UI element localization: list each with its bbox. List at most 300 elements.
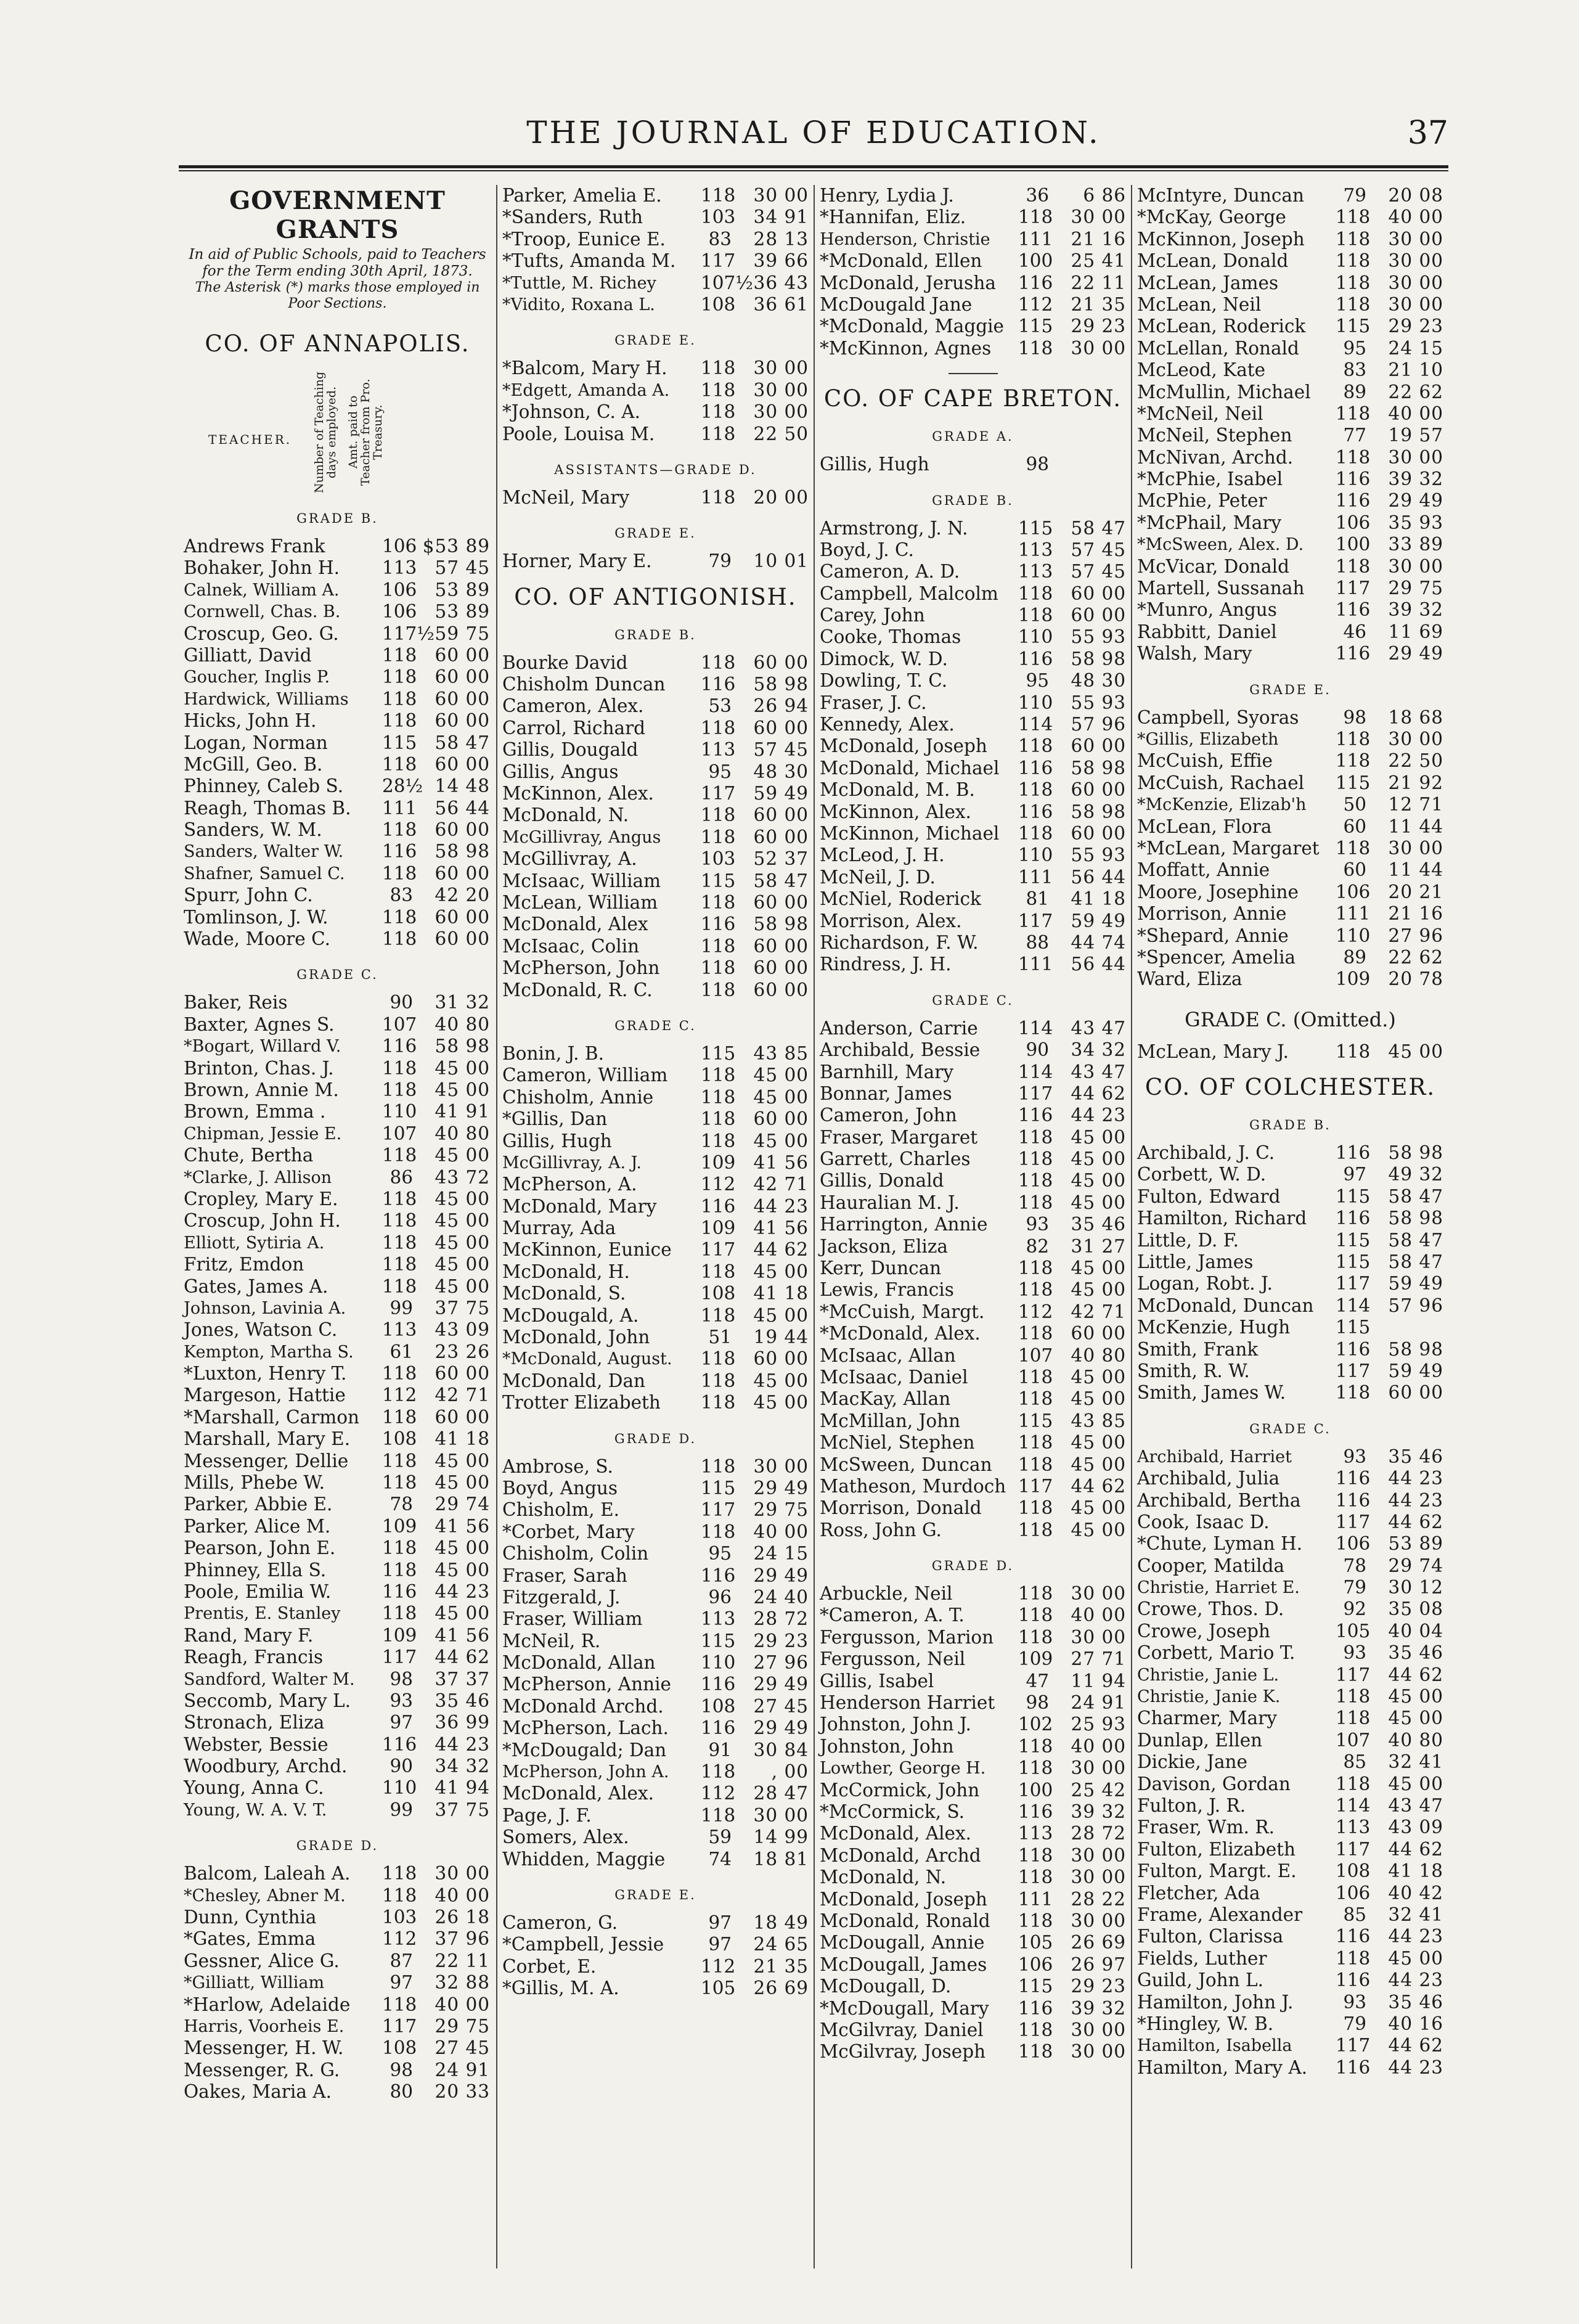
teacher-row bbox=[820, 1432, 1126, 1454]
days-employed: 117 bbox=[1336, 1273, 1371, 1295]
days-employed: 90 bbox=[390, 1756, 413, 1777]
amount-paid: 20 08 bbox=[1388, 185, 1443, 206]
teacher-row bbox=[502, 1543, 809, 1565]
teacher-name: McDonald, Joseph bbox=[820, 735, 987, 757]
teacher-row bbox=[820, 561, 1126, 583]
days-employed: 118 bbox=[701, 358, 736, 379]
days-employed: 115 bbox=[1336, 316, 1371, 337]
amount-paid: 60 00 bbox=[435, 1406, 490, 1428]
amount-paid: 45 00 bbox=[435, 1210, 490, 1232]
days-employed: 106 bbox=[382, 536, 417, 557]
teacher-name: *McNeil, Neil bbox=[1137, 403, 1263, 424]
days-employed: 106 bbox=[1336, 1533, 1371, 1555]
amount-paid: 30 00 bbox=[1388, 272, 1443, 293]
teacher-name: McIsaac, Allan bbox=[820, 1344, 956, 1366]
days-employed: 118 bbox=[1336, 555, 1371, 577]
teacher-row bbox=[820, 1671, 1126, 1692]
teacher-name: Fitzgerald, J. bbox=[502, 1586, 621, 1608]
teacher-name: Seccomb, Mary L. bbox=[184, 1690, 351, 1711]
amount-paid: 26 94 bbox=[753, 695, 809, 717]
amount-paid: 58 47 bbox=[753, 870, 809, 891]
teacher-name: Archibald, Bertha bbox=[1137, 1489, 1301, 1511]
amount-paid: 28 72 bbox=[1071, 1823, 1126, 1844]
teacher-row bbox=[820, 1083, 1126, 1105]
teacher-row bbox=[1137, 2035, 1443, 2056]
amount-paid: 42 71 bbox=[753, 1174, 809, 1195]
teacher-name: Hicks, John H. bbox=[184, 710, 317, 732]
teacher-row bbox=[184, 1603, 491, 1624]
days-employed: 116 bbox=[1336, 1970, 1371, 1991]
days-employed: 118 bbox=[382, 1537, 417, 1559]
teacher-row bbox=[184, 1799, 491, 1821]
teacher-row bbox=[1137, 794, 1443, 816]
teacher-row bbox=[1137, 1186, 1443, 1208]
amount-paid: 40 00 bbox=[435, 1884, 490, 1906]
amount-paid: 40 16 bbox=[1388, 2013, 1443, 2034]
teacher-row bbox=[820, 1932, 1126, 1954]
teacher-name: Armstrong, J. N. bbox=[820, 517, 968, 539]
amount-paid: 19 44 bbox=[753, 1327, 809, 1348]
days-employed: 118 bbox=[1336, 250, 1371, 272]
teacher-row bbox=[184, 1581, 491, 1603]
amount-paid: 11 44 bbox=[1388, 859, 1443, 881]
amount-paid: 45 00 bbox=[435, 1254, 490, 1275]
teacher-row bbox=[502, 674, 809, 695]
teacher-name: Webster, Bessie bbox=[184, 1733, 328, 1755]
teacher-row bbox=[502, 207, 809, 228]
teacher-name: Gillis, Angus bbox=[502, 761, 619, 782]
teacher-row bbox=[184, 1647, 491, 1668]
teacher-row bbox=[1137, 578, 1443, 599]
teacher-row bbox=[1137, 1041, 1443, 1063]
teacher-name: Pearson, John E. bbox=[184, 1537, 336, 1559]
days-employed: 118 bbox=[382, 1450, 417, 1471]
amount-paid: 30 00 bbox=[1071, 1583, 1126, 1605]
days-employed: 98 bbox=[390, 1668, 413, 1690]
grade-heading: GRADE D. bbox=[614, 1431, 697, 1446]
teacher-row bbox=[184, 1777, 491, 1799]
teacher-row bbox=[1137, 1142, 1443, 1164]
teacher-name: McGillivray, A. bbox=[502, 848, 637, 870]
teacher-name: McPherson, Annie bbox=[502, 1674, 671, 1695]
days-employed: 118 bbox=[1336, 728, 1371, 750]
teacher-name: *Gilliatt, William bbox=[184, 1973, 325, 1993]
teacher-name: McPherson, Lach. bbox=[502, 1717, 669, 1739]
teacher-row bbox=[1137, 185, 1443, 207]
days-employed: 118 bbox=[701, 935, 736, 957]
teacher-name: Poole, Louisa M. bbox=[502, 423, 655, 444]
days-employed: 118 bbox=[1018, 1910, 1053, 1931]
teacher-row bbox=[184, 907, 491, 928]
teacher-name: Corbett, Mario T. bbox=[1137, 1642, 1295, 1664]
teacher-name: Christie, Harriet E. bbox=[1137, 1578, 1300, 1598]
amount-paid: 57 45 bbox=[435, 557, 490, 579]
teacher-name: Chute, Bertha bbox=[184, 1145, 314, 1166]
amount-paid: 11 94 bbox=[1071, 1670, 1126, 1692]
teacher-row bbox=[1137, 2013, 1443, 2035]
teacher-name: Hamilton, Richard bbox=[1137, 1208, 1307, 1229]
teacher-name: *Campbell, Jessie bbox=[502, 1934, 664, 1955]
teacher-row bbox=[502, 957, 809, 979]
teacher-name: Fraser, Margaret bbox=[820, 1126, 978, 1148]
days-employed: 117 bbox=[1336, 2035, 1371, 2056]
days-employed: 85 bbox=[1343, 1904, 1366, 1925]
teacher-row bbox=[820, 867, 1126, 888]
teacher-row bbox=[184, 1537, 491, 1559]
days-employed: 118 bbox=[1336, 837, 1371, 859]
teacher-name: *Hannifan, Eliz. bbox=[820, 207, 966, 228]
teacher-name: Cornwell, Chas. B. bbox=[184, 602, 341, 622]
amount-paid: 36 61 bbox=[753, 293, 809, 315]
days-employed: 91 bbox=[708, 1739, 732, 1761]
days-employed: 109 bbox=[701, 1152, 736, 1173]
amount-paid: 31 27 bbox=[1071, 1235, 1126, 1257]
amount-paid: 37 96 bbox=[435, 1928, 490, 1950]
amount-paid: 44 23 bbox=[1388, 1926, 1443, 1947]
teacher-row bbox=[1137, 1904, 1443, 1926]
teacher-name: McVicar, Donald bbox=[1137, 555, 1289, 577]
teacher-name: Johnson, Lavinia A. bbox=[184, 1298, 346, 1318]
teacher-name: Cameron, Alex. bbox=[502, 695, 644, 717]
amount-paid: 28 72 bbox=[753, 1608, 809, 1630]
days-employed: 118 bbox=[701, 486, 736, 508]
teacher-row bbox=[184, 863, 491, 885]
teacher-name: Hamilton, John J. bbox=[1137, 1991, 1294, 2013]
days-employed: 115 bbox=[701, 1630, 736, 1651]
teacher-name: Fletcher, Ada bbox=[1137, 1882, 1260, 1904]
amount-paid: 58 47 bbox=[1388, 1185, 1443, 1207]
teacher-name: McCormick, John bbox=[820, 1779, 980, 1801]
days-employed: 111 bbox=[1018, 1888, 1053, 1910]
teacher-name: McLean, Neil bbox=[1137, 293, 1262, 315]
amount-paid: 58 98 bbox=[1388, 1142, 1443, 1164]
days-employed: 93 bbox=[1343, 1642, 1366, 1664]
days-employed: 115 bbox=[701, 1477, 736, 1499]
amount-paid: 24 91 bbox=[1071, 1692, 1126, 1714]
amount-paid: 55 93 bbox=[1071, 692, 1126, 713]
teacher-name: *Corbet, Mary bbox=[502, 1521, 635, 1542]
days-employed: 118 bbox=[382, 666, 417, 688]
teacher-name: McNivan, Archd. bbox=[1137, 446, 1294, 468]
days-employed: 51 bbox=[708, 1327, 732, 1348]
days-employed: 117 bbox=[1336, 578, 1371, 599]
days-employed: 118 bbox=[382, 1210, 417, 1232]
amount-paid: 29 23 bbox=[1071, 316, 1126, 337]
teacher-name: Arbuckle, Neil bbox=[820, 1583, 953, 1605]
teacher-name: McLean, Donald bbox=[1137, 250, 1289, 272]
teacher-name: Barnhill, Mary bbox=[820, 1061, 953, 1082]
days-employed: 116 bbox=[1336, 1142, 1371, 1164]
teacher-name: McKinnon, Alex. bbox=[820, 801, 971, 822]
amount-paid: 58 98 bbox=[753, 914, 809, 935]
days-employed: 118 bbox=[382, 1145, 417, 1166]
teacher-name: Archibald, Julia bbox=[1137, 1468, 1280, 1489]
amount-paid: 45 00 bbox=[753, 1130, 809, 1152]
amount-paid: 41 56 bbox=[435, 1624, 490, 1646]
teacher-row bbox=[502, 1849, 809, 1870]
teacher-row bbox=[820, 1127, 1126, 1148]
days-employed: 110 bbox=[382, 1101, 417, 1123]
days-employed: 117 bbox=[701, 783, 736, 804]
teacher-row bbox=[820, 1323, 1126, 1344]
teacher-name: McLean, Roderick bbox=[1137, 316, 1306, 337]
teacher-row bbox=[1137, 447, 1443, 468]
teacher-name: Tomlinson, J. W. bbox=[184, 906, 328, 928]
teacher-name: *McPhie, Isabel bbox=[1137, 468, 1283, 490]
teacher-name: Baxter, Agnes S. bbox=[184, 1013, 335, 1035]
teacher-row bbox=[820, 1627, 1126, 1648]
teacher-name: *McCormick, S. bbox=[820, 1801, 965, 1822]
days-employed: 118 bbox=[1336, 1773, 1371, 1794]
teacher-name: *McKenzie, Elizab'h bbox=[1137, 795, 1307, 815]
days-employed: 74 bbox=[708, 1848, 732, 1870]
teacher-name: Carrol, Richard bbox=[502, 717, 646, 739]
amount-paid: 59 75 bbox=[435, 623, 490, 644]
teacher-row bbox=[502, 870, 809, 892]
teacher-name: Matheson, Murdoch bbox=[820, 1475, 1006, 1497]
teacher-name: McDonald Archd. bbox=[502, 1695, 664, 1717]
teacher-name: McNeil, R. bbox=[502, 1630, 601, 1651]
teacher-name: *Edgett, Amanda A. bbox=[502, 380, 670, 400]
days-employed: 118 bbox=[1018, 1258, 1053, 1279]
amount-paid: 41 56 bbox=[435, 1515, 490, 1537]
amount-paid: 44 23 bbox=[753, 1195, 809, 1217]
days-employed: 100 bbox=[1018, 1779, 1053, 1801]
amount-paid: 24 65 bbox=[753, 1934, 809, 1955]
days-employed: 117 bbox=[1336, 1664, 1371, 1685]
amount-paid: 30 00 bbox=[753, 358, 809, 379]
teacher-row bbox=[184, 1950, 491, 1972]
amount-paid: 60 00 bbox=[435, 710, 490, 732]
amount-paid: 18 49 bbox=[753, 1912, 809, 1933]
teacher-row bbox=[820, 539, 1126, 561]
teacher-name: McPherson, John bbox=[502, 957, 660, 979]
teacher-name: Smith, R. W. bbox=[1137, 1360, 1250, 1381]
teacher-row bbox=[820, 1692, 1126, 1714]
amount-paid: 34 91 bbox=[753, 207, 809, 228]
days-employed: 107½ bbox=[701, 272, 753, 293]
teacher-row bbox=[184, 1036, 491, 1057]
teacher-name: McDonald, Alex. bbox=[820, 1823, 972, 1844]
teacher-row bbox=[502, 1805, 809, 1827]
teacher-row bbox=[502, 1912, 809, 1934]
teacher-name: Fraser, Sarah bbox=[502, 1565, 627, 1586]
teacher-name: Cooke, Thomas bbox=[820, 626, 961, 648]
teacher-row bbox=[502, 1239, 809, 1261]
amount-paid: 39 32 bbox=[1388, 599, 1443, 621]
teacher-row bbox=[820, 229, 1126, 250]
column-1 bbox=[179, 185, 496, 2269]
amount-paid: 32 88 bbox=[435, 1972, 490, 1994]
teacher-name: Phinney, Caleb S. bbox=[184, 775, 344, 797]
teacher-row bbox=[502, 1565, 809, 1587]
teacher-row bbox=[502, 1305, 809, 1327]
amount-paid: 36 43 bbox=[753, 272, 809, 293]
teacher-row bbox=[184, 1276, 491, 1298]
amount-paid: 29 75 bbox=[753, 1499, 809, 1521]
amount-paid: 35 46 bbox=[435, 1690, 490, 1711]
amount-paid: 60 00 bbox=[753, 891, 809, 913]
table-header bbox=[184, 370, 491, 494]
teacher-row bbox=[502, 1065, 809, 1086]
teacher-row bbox=[184, 841, 491, 862]
amount-paid: 11 69 bbox=[1388, 621, 1443, 642]
teacher-row bbox=[184, 557, 491, 579]
teacher-row bbox=[502, 229, 809, 250]
days-employed: 108 bbox=[701, 293, 736, 315]
teacher-name: Crowe, Joseph bbox=[1137, 1620, 1270, 1642]
amount-paid: 12 71 bbox=[1388, 794, 1443, 816]
teacher-row bbox=[502, 1131, 809, 1152]
days-employed: 28½ bbox=[382, 775, 423, 797]
teacher-row bbox=[1137, 1730, 1443, 1751]
teacher-name: *Gillis, Elizabeth bbox=[1137, 729, 1279, 749]
amount-paid: 60 00 bbox=[1071, 735, 1126, 757]
days-employed: 114 bbox=[1336, 1795, 1371, 1816]
teacher-name: *Johnson, C. A. bbox=[502, 401, 640, 423]
teacher-row bbox=[820, 250, 1126, 272]
amount-paid: 59 49 bbox=[1071, 910, 1126, 931]
days-employed: 116 bbox=[1336, 1926, 1371, 1947]
teacher-name: Young, Anna C. bbox=[184, 1777, 324, 1799]
days-employed: 113 bbox=[1336, 1817, 1371, 1838]
amount-paid: 21 16 bbox=[1388, 903, 1443, 925]
teacher-row bbox=[820, 583, 1126, 605]
teacher-name: McLeod, J. H. bbox=[820, 845, 945, 866]
column-2 bbox=[496, 185, 814, 2269]
teacher-name: Fraser, Wm. R. bbox=[1137, 1817, 1275, 1838]
teacher-row bbox=[502, 487, 809, 509]
teacher-name: Young, W. A. V. T. bbox=[184, 1800, 327, 1820]
teacher-row bbox=[1137, 1817, 1443, 1838]
amount-paid: 22 62 bbox=[1388, 381, 1443, 403]
days-employed: 118 bbox=[1018, 1170, 1053, 1192]
teacher-name: Dimock, W. D. bbox=[820, 648, 948, 669]
amount-paid: 44 62 bbox=[1071, 1082, 1126, 1104]
teacher-row bbox=[184, 579, 491, 601]
teacher-row bbox=[502, 804, 809, 826]
amount-paid: 30 00 bbox=[1071, 1757, 1126, 1779]
teacher-row bbox=[184, 1885, 491, 1907]
grade-heading: GRADE B. bbox=[1249, 1118, 1331, 1133]
amount-paid: 30 00 bbox=[435, 1863, 490, 1884]
days-employed: 118 bbox=[701, 401, 736, 423]
days-employed: 118 bbox=[701, 804, 736, 826]
days-employed: 118 bbox=[701, 891, 736, 913]
amount-paid: 60 00 bbox=[1388, 1382, 1443, 1404]
teacher-row bbox=[1137, 403, 1443, 425]
journal-title: THE JOURNAL OF EDUCATION. bbox=[526, 115, 1101, 150]
county-heading: CO. OF ANTIGONISH. bbox=[514, 583, 797, 610]
days-employed: 116 bbox=[701, 674, 736, 695]
amount-paid: 30 00 bbox=[753, 185, 809, 206]
teacher-row bbox=[1137, 1992, 1443, 2013]
days-employed: 118 bbox=[382, 1079, 417, 1100]
teacher-row bbox=[184, 1450, 491, 1472]
teacher-row bbox=[1137, 882, 1443, 903]
amount-paid: 43 85 bbox=[1071, 1410, 1126, 1431]
days-employed: 116 bbox=[382, 1581, 417, 1602]
teacher-row bbox=[184, 1123, 491, 1145]
teacher-row bbox=[820, 1039, 1126, 1061]
amount-paid: 44 62 bbox=[1071, 1475, 1126, 1497]
teacher-row bbox=[502, 1370, 809, 1392]
days-employed: 118 bbox=[1336, 272, 1371, 293]
days-employed: 93 bbox=[390, 1690, 413, 1711]
amount-paid: 60 00 bbox=[753, 717, 809, 739]
teacher-name: Moffatt, Annie bbox=[1137, 859, 1270, 881]
days-employed: 118 bbox=[382, 1232, 417, 1253]
amount-paid: 39 32 bbox=[1071, 1997, 1126, 2019]
header-rule bbox=[179, 165, 1448, 168]
amount-paid: 25 42 bbox=[1071, 1779, 1126, 1801]
teacher-name: *Cameron, A. T. bbox=[820, 1605, 965, 1626]
amount-paid: 40 80 bbox=[435, 1013, 490, 1035]
teacher-row bbox=[820, 1976, 1126, 1997]
amount-paid: 40 00 bbox=[1071, 1605, 1126, 1626]
teacher-row bbox=[184, 1472, 491, 1494]
teacher-name: Ward, Eliza bbox=[1137, 968, 1242, 990]
days-employed: 98 bbox=[1343, 706, 1366, 728]
amount-paid: 58 47 bbox=[1388, 1229, 1443, 1251]
days-employed: 106 bbox=[382, 579, 417, 600]
amount-paid: 43 85 bbox=[753, 1042, 809, 1064]
amount-paid: 30 00 bbox=[753, 1804, 809, 1826]
amount-paid: 57 96 bbox=[1388, 1295, 1443, 1316]
days-employed: 118 bbox=[1336, 1041, 1371, 1062]
teacher-row bbox=[502, 1261, 809, 1283]
amount-paid: 30 00 bbox=[1388, 837, 1443, 859]
days-employed: 115 bbox=[1336, 1317, 1371, 1338]
amount-paid: 41 18 bbox=[1071, 888, 1126, 910]
teacher-name: McGilvray, Daniel bbox=[820, 2019, 984, 2040]
teacher-row bbox=[184, 1734, 491, 1756]
days-employed: 118 bbox=[382, 1994, 417, 2015]
days-employed: 106 bbox=[1336, 1882, 1371, 1904]
teacher-row bbox=[820, 910, 1126, 932]
amount-paid: 26 97 bbox=[1071, 1954, 1126, 1975]
days-employed: 116 bbox=[1336, 490, 1371, 512]
amount-paid: 22 50 bbox=[1388, 750, 1443, 772]
days-employed: 102 bbox=[1018, 1714, 1053, 1735]
teacher-row bbox=[1137, 534, 1443, 555]
amount-paid: 35 46 bbox=[1388, 1446, 1443, 1467]
days-employed: 118 bbox=[1018, 2019, 1053, 2040]
days-employed: 116 bbox=[1336, 2056, 1371, 2078]
teacher-name: Guild, John L. bbox=[1137, 1970, 1264, 1991]
amount-paid: 60 00 bbox=[435, 819, 490, 841]
amount-paid: 59 49 bbox=[1388, 1360, 1443, 1381]
teacher-name: Boyd, Angus bbox=[502, 1477, 618, 1499]
days-employed: 118 bbox=[701, 979, 736, 1000]
teacher-row bbox=[820, 207, 1126, 228]
amount-paid: 41 94 bbox=[435, 1777, 490, 1799]
teacher-row bbox=[184, 1363, 491, 1385]
teacher-name: McMillan, John bbox=[820, 1410, 961, 1431]
days-employed: 118 bbox=[382, 819, 417, 841]
amount-paid: 35 08 bbox=[1388, 1598, 1443, 1620]
teacher-name: Kempton, Martha S. bbox=[184, 1342, 354, 1362]
days-employed: 113 bbox=[701, 739, 736, 761]
days-employed: 118 bbox=[701, 1455, 736, 1477]
teacher-row bbox=[820, 1279, 1126, 1301]
teacher-row bbox=[820, 338, 1126, 359]
days-employed: 118 bbox=[701, 1065, 736, 1086]
teacher-row bbox=[502, 914, 809, 935]
teacher-name: *McKay, George bbox=[1137, 207, 1286, 228]
teacher-name: McDonald, Archd bbox=[820, 1844, 981, 1866]
days-employed: 118 bbox=[1336, 446, 1371, 468]
